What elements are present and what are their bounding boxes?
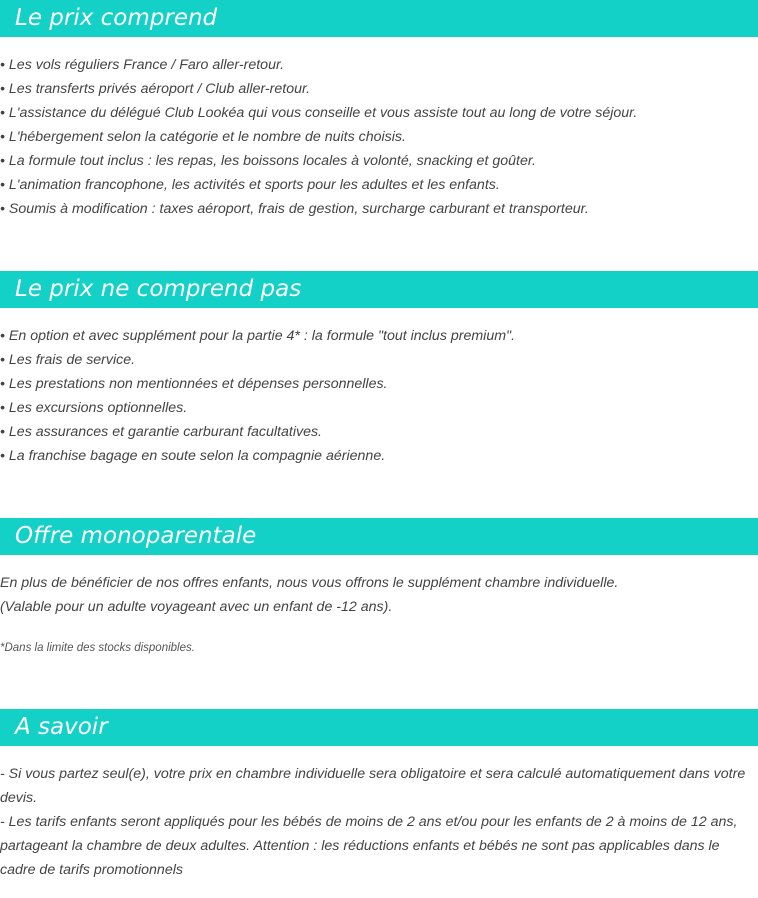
single-traveler-paragraph: - Si vous partez seul(e), votre prix en chambre individuelle sera obligatoire et sera calculé automatiquement dans votre devis. (0, 766, 746, 806)
single-parent-text (0, 571, 756, 619)
offer-line: En plus de bénéficier de nos offres enfants, nous vous offrons le supplément chambre individuelle. (0, 575, 619, 591)
section-header-good-to-know: A savoir (0, 709, 758, 746)
list-item: • La franchise bagage en soute selon la compagnie aérienne. (0, 448, 386, 464)
offer-line: (Valable pour un adulte voyageant avec un enfant de -12 ans). (0, 599, 393, 615)
section-header-included: Le prix comprend (0, 0, 758, 37)
list-item: • Les assurances et garantie carburant facultatives. (0, 424, 322, 440)
list-item: • L'hébergement selon la catégorie et le nombre de nuits choisis. (0, 129, 406, 145)
list-item: • La formule tout inclus : les repas, les boissons locales à volonté, snacking et goûter. (0, 153, 536, 169)
list-item: • Les frais de service. (0, 352, 136, 368)
list-item: • L'assistance du délégué Club Lookéa qui vous conseille et vous assiste tout au long de votre séjour. (0, 105, 638, 121)
list-item: • En option et avec supplément pour la partie 4* : la formule "tout inclus premium". (0, 328, 516, 344)
stock-note: *Dans la limite des stocks disponibles. (0, 642, 195, 654)
section-header-not-included: Le prix ne comprend pas (0, 271, 758, 308)
child-rates-paragraph: - Les tarifs enfants seront appliqués pour les bébés de moins de 2 ans et/ou pour les enfants de 2 à moins de 12 ans, partageant la chambre de deux adultes. Attention : les réductions enfants et bébés ne sont pas applicables dans le cadre de tarifs promotionnels (0, 814, 738, 878)
not-included-list (0, 324, 756, 468)
list-item: • Les excursions optionnelles. (0, 400, 188, 416)
list-item: • Les prestations non mentionnées et dépenses personnelles. (0, 376, 388, 392)
included-list (0, 53, 756, 221)
list-item: • L'animation francophone, les activités et sports pour les adultes et les enfants. (0, 177, 500, 193)
list-item: • Les transferts privés aéroport / Club aller-retour. (0, 81, 311, 97)
section-header-single-parent: Offre monoparentale (0, 518, 758, 555)
list-item: • Soumis à modification : taxes aéroport, frais de gestion, surcharge carburant et transporteur. (0, 201, 589, 217)
list-item: • Les vols réguliers France / Faro aller-retour. (0, 57, 285, 73)
